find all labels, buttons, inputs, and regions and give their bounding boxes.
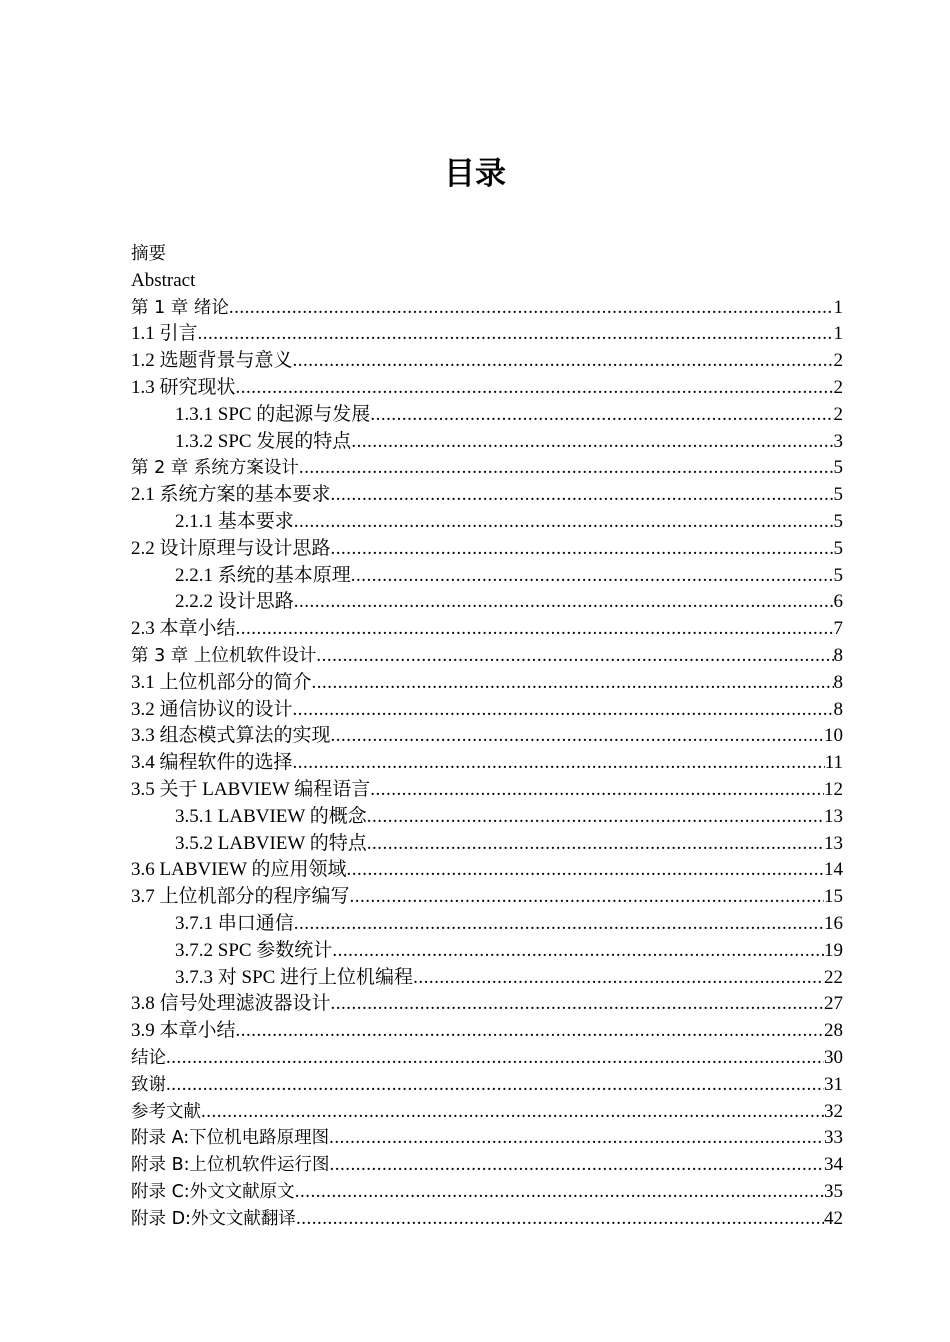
toc-entry-page-number: 30 xyxy=(824,1046,843,1068)
toc-entry[interactable] xyxy=(131,1206,843,1233)
toc-entry[interactable] xyxy=(131,804,843,831)
toc-entry-page-number: 3 xyxy=(833,430,843,452)
toc-entry-page-number: 1 xyxy=(833,296,843,318)
toc-entry-label: 3.9 本章小结 xyxy=(131,1020,236,1042)
toc-entry-page-number: 6 xyxy=(833,591,843,613)
toc-entry-page-number: 8 xyxy=(833,671,843,693)
toc-dot-leader xyxy=(331,723,824,750)
toc-entry[interactable] xyxy=(131,482,843,509)
toc-entry[interactable] xyxy=(131,965,843,992)
toc-entry-label: 2.3 本章小结 xyxy=(131,618,236,640)
toc-dot-leader xyxy=(293,750,825,777)
toc-dot-leader xyxy=(236,616,834,643)
toc-entry[interactable] xyxy=(131,750,843,777)
toc-entry[interactable] xyxy=(131,563,843,590)
toc-entry-page-number: 19 xyxy=(824,939,843,961)
toc-entry-page-number: 2 xyxy=(833,350,843,372)
toc-dot-leader xyxy=(367,804,824,831)
toc-entry[interactable] xyxy=(131,1018,843,1045)
toc-entry-page-number: 8 xyxy=(833,644,843,666)
toc-dot-leader xyxy=(294,589,834,616)
toc-dot-leader xyxy=(294,509,834,536)
toc-entry[interactable] xyxy=(131,589,843,616)
toc-dot-leader xyxy=(350,884,824,911)
toc-dot-leader xyxy=(331,482,834,509)
toc-entry[interactable] xyxy=(131,1179,843,1206)
toc-entry-page-number: 42 xyxy=(824,1207,843,1229)
toc-entry-page-number: 13 xyxy=(824,805,843,827)
toc-entry-label: 2.2.1 系统的基本原理 xyxy=(175,564,351,586)
toc-entry[interactable] xyxy=(131,697,843,724)
toc-dot-leader xyxy=(351,429,833,456)
toc-entry-page-number: 2 xyxy=(833,376,843,398)
toc-entry-label: Abstract xyxy=(131,269,196,291)
toc-entry[interactable] xyxy=(131,509,843,536)
toc-entry-label: 3.7.3 对 SPC 进行上位机编程 xyxy=(175,966,414,988)
toc-entry[interactable] xyxy=(131,348,843,375)
toc-entry-label: 2.1.1 基本要求 xyxy=(175,510,294,532)
toc-dot-leader xyxy=(331,536,834,563)
toc-entry-label: 1.3.2 SPC 发展的特点 xyxy=(175,430,352,452)
toc-entry-label: 3.2 通信协议的设计 xyxy=(131,698,293,720)
toc-entry[interactable] xyxy=(131,911,843,938)
toc-entry-label: 3.7 上位机部分的程序编写 xyxy=(131,886,350,908)
toc-entry-label: 附录 C:外文文献原文 xyxy=(131,1181,295,1202)
toc-dot-leader xyxy=(166,1072,824,1099)
toc-dot-leader xyxy=(201,1099,824,1126)
toc-entry-page-number: 12 xyxy=(824,778,843,800)
toc-dot-leader xyxy=(312,670,834,697)
toc-entry[interactable] xyxy=(131,1125,843,1152)
toc-entry-label: 结论 xyxy=(131,1047,166,1068)
toc-entry[interactable] xyxy=(131,321,843,348)
toc-dot-leader xyxy=(329,1152,824,1179)
toc-dot-leader xyxy=(370,402,833,429)
toc-entry[interactable] xyxy=(131,777,843,804)
toc-entry[interactable] xyxy=(131,991,843,1018)
toc-entry-page-number: 2 xyxy=(833,403,843,425)
toc-entry[interactable] xyxy=(131,1099,843,1126)
toc-entry-label: 1.2 选题背景与意义 xyxy=(131,350,293,372)
toc-dot-leader xyxy=(229,295,834,322)
toc-entry-page-number: 11 xyxy=(824,752,843,774)
toc-entry-page-number: 33 xyxy=(824,1127,843,1149)
toc-dot-leader xyxy=(293,697,834,724)
toc-entry-label: 3.1 上位机部分的简介 xyxy=(131,671,312,693)
toc-entry-page-number: 5 xyxy=(833,537,843,559)
toc-entry-page-number: 5 xyxy=(833,457,843,479)
toc-entry[interactable] xyxy=(131,295,843,322)
toc-entry-label: 3.5 关于 LABVIEW 编程语言 xyxy=(131,778,371,800)
toc-entry-label: 附录 D:外文文献翻译 xyxy=(131,1208,296,1229)
toc-entry-label: 3.4 编程软件的选择 xyxy=(131,752,293,774)
toc-entry[interactable] xyxy=(131,857,843,884)
toc-entry-label: 附录 A:下位机电路原理图 xyxy=(131,1128,330,1149)
page-title: 目录 xyxy=(444,156,506,192)
toc-entry-label: 1.1 引言 xyxy=(131,323,198,345)
toc-entry-label: 摘要 xyxy=(131,244,166,264)
toc-entry[interactable] xyxy=(131,1072,843,1099)
table-of-contents xyxy=(131,241,843,1232)
toc-dot-leader xyxy=(316,643,833,670)
toc-dot-leader xyxy=(236,375,834,402)
toc-entry-page-number: 34 xyxy=(824,1154,843,1176)
toc-dot-leader xyxy=(299,455,834,482)
toc-entry[interactable] xyxy=(131,241,843,268)
toc-dot-leader xyxy=(347,857,825,884)
toc-entry-page-number: 27 xyxy=(824,993,843,1015)
toc-dot-leader xyxy=(295,1179,824,1206)
toc-dot-leader xyxy=(367,831,824,858)
toc-entry[interactable] xyxy=(131,429,843,456)
toc-entry-page-number: 15 xyxy=(824,886,843,908)
toc-entry[interactable] xyxy=(131,831,843,858)
toc-entry-label: 3.5.2 LABVIEW 的特点 xyxy=(175,832,367,854)
toc-entry-page-number: 32 xyxy=(824,1100,843,1122)
toc-entry-label: 3.6 LABVIEW 的应用领域 xyxy=(131,859,347,881)
toc-entry-label: 1.3 研究现状 xyxy=(131,376,236,398)
toc-dot-leader xyxy=(351,563,834,590)
toc-entry[interactable] xyxy=(131,723,843,750)
toc-entry[interactable] xyxy=(131,536,843,563)
toc-entry-label: 第 3 章 上位机软件设计 xyxy=(131,645,317,666)
toc-entry-page-number: 16 xyxy=(824,912,843,934)
toc-entry-label: 3.7.1 串口通信 xyxy=(175,912,294,934)
toc-entry[interactable] xyxy=(131,643,843,670)
toc-entry[interactable] xyxy=(131,402,843,429)
toc-entry[interactable] xyxy=(131,1152,843,1179)
toc-entry-page-number: 5 xyxy=(833,510,843,532)
toc-dot-leader xyxy=(293,348,834,375)
toc-entry-page-number: 14 xyxy=(824,859,843,881)
toc-entry[interactable] xyxy=(131,670,843,697)
toc-entry-label: 2.2.2 设计思路 xyxy=(175,591,294,613)
toc-entry-page-number: 31 xyxy=(824,1073,843,1095)
toc-dot-leader xyxy=(332,938,824,965)
toc-entry-label: 1.3.1 SPC 的起源与发展 xyxy=(175,403,371,425)
toc-dot-leader xyxy=(294,911,824,938)
toc-entry-label: 3.3 组态模式算法的实现 xyxy=(131,725,331,747)
toc-dot-leader xyxy=(236,1018,824,1045)
toc-entry-page-number: 7 xyxy=(833,618,843,640)
toc-entry-label: 3.7.2 SPC 参数统计 xyxy=(175,939,333,961)
toc-entry[interactable] xyxy=(131,268,843,295)
toc-dot-leader xyxy=(413,965,824,992)
toc-entry-page-number: 8 xyxy=(833,698,843,720)
toc-entry-label: 第 1 章 绪论 xyxy=(131,297,229,318)
toc-entry-page-number: 1 xyxy=(833,323,843,345)
toc-entry[interactable] xyxy=(131,616,843,643)
toc-entry[interactable] xyxy=(131,1045,843,1072)
toc-entry-page-number: 5 xyxy=(833,484,843,506)
toc-entry-label: 3.5.1 LABVIEW 的概念 xyxy=(175,805,367,827)
toc-entry[interactable] xyxy=(131,884,843,911)
toc-dot-leader xyxy=(370,777,824,804)
toc-entry-label: 第 2 章 系统方案设计 xyxy=(131,458,299,479)
toc-entry-label: 致谢 xyxy=(131,1074,166,1095)
toc-entry-page-number: 10 xyxy=(824,725,843,747)
toc-entry-label: 2.2 设计原理与设计思路 xyxy=(131,537,331,559)
toc-entry-label: 参考文献 xyxy=(131,1101,201,1122)
toc-dot-leader xyxy=(198,321,834,348)
toc-dot-leader xyxy=(331,991,824,1018)
toc-dot-leader xyxy=(296,1206,824,1233)
toc-entry[interactable] xyxy=(131,455,843,482)
toc-entry-page-number: 28 xyxy=(824,1020,843,1042)
toc-entry-label: 附录 B:上位机软件运行图 xyxy=(131,1155,330,1176)
toc-dot-leader xyxy=(329,1125,824,1152)
toc-entry-label: 3.8 信号处理滤波器设计 xyxy=(131,993,331,1015)
toc-entry-label: 2.1 系统方案的基本要求 xyxy=(131,484,331,506)
toc-entry[interactable] xyxy=(131,938,843,965)
toc-entry[interactable] xyxy=(131,375,843,402)
toc-entry-page-number: 35 xyxy=(824,1180,843,1202)
toc-entry-page-number: 5 xyxy=(833,564,843,586)
toc-entry-page-number: 13 xyxy=(824,832,843,854)
toc-dot-leader xyxy=(166,1045,824,1072)
toc-entry-page-number: 22 xyxy=(824,966,843,988)
